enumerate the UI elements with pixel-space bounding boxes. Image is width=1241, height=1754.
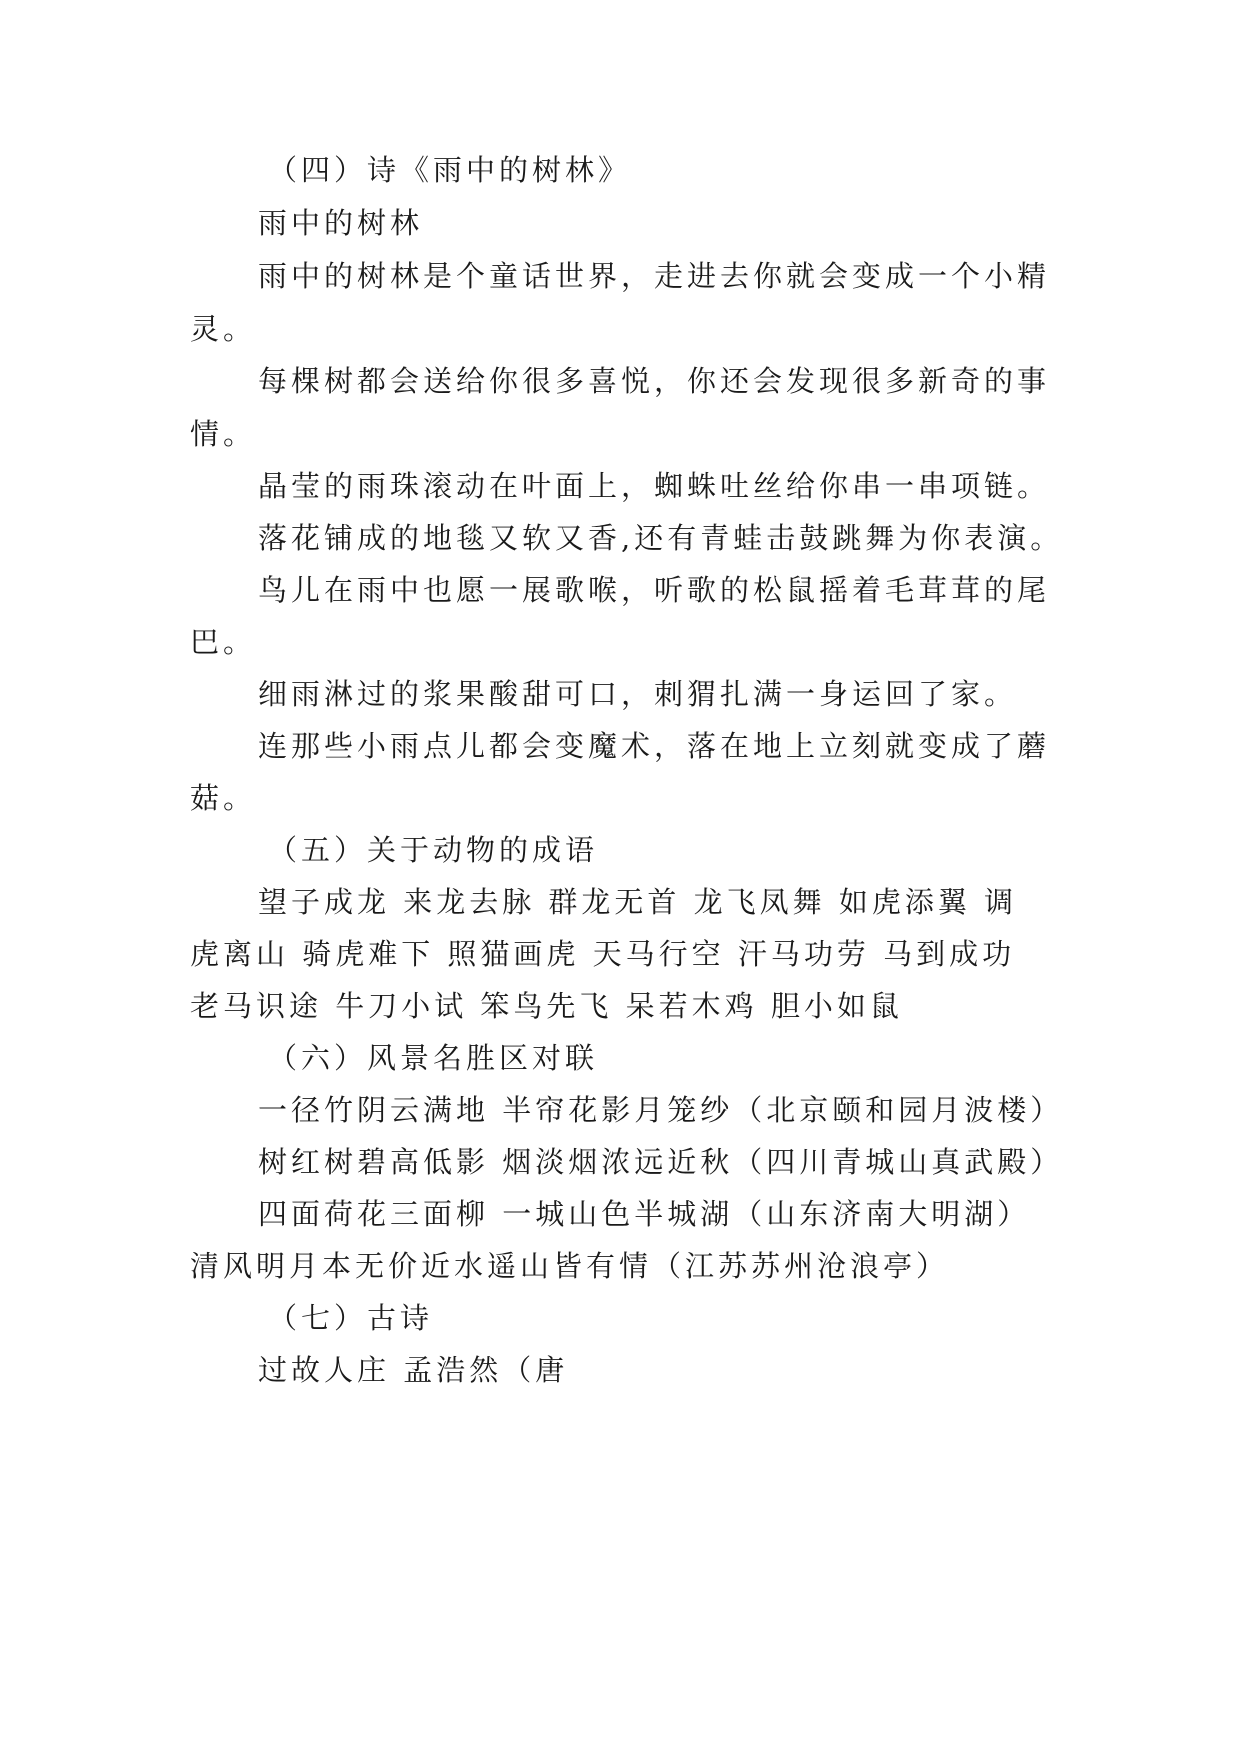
section-heading-5: （五）关于动物的成语: [268, 833, 599, 867]
couplet-line: 树红树碧高低影 烟淡烟浓远近秋（四川青城山真武殿）: [258, 1145, 1064, 1179]
poem-line: 雨中的树林是个童话世界，走进去你就会变成一个小精: [258, 259, 1051, 293]
poem-line: 晶莹的雨珠滚动在叶面上，蜘蛛吐丝给你串一串项链。: [258, 469, 1051, 503]
poem-line: 菇。: [190, 781, 257, 815]
poem-line: 鸟儿在雨中也愿一展歌喉，听歌的松鼠摇着毛茸茸的尾: [258, 573, 1051, 607]
poem-line: 落花铺成的地毯又软又香,还有青蛙击鼓跳舞为你表演。: [258, 521, 1064, 555]
poem-line: 情。: [190, 417, 257, 451]
section-heading-7: （七）古诗: [268, 1301, 434, 1335]
poem-line: 每棵树都会送给你很多喜悦，你还会发现很多新奇的事: [258, 364, 1051, 398]
idiom-line: 虎离山 骑虎难下 照猫画虎 天马行空 汗马功劳 马到成功: [190, 937, 1016, 971]
section-heading-6: （六）风景名胜区对联: [268, 1041, 599, 1075]
poem-line: 细雨淋过的浆果酸甜可口，刺猬扎满一身运回了家。: [258, 677, 1018, 711]
poem-title-line: 过故人庄 孟浩然（唐: [258, 1353, 569, 1387]
section-heading-4: （四）诗《雨中的树林》: [268, 153, 632, 187]
poem-line: 灵。: [190, 312, 257, 346]
poem-line: 巴。: [190, 625, 257, 659]
poem-title: 雨中的树林: [258, 206, 424, 240]
couplet-line: 一径竹阴云满地 半帘花影月笼纱（北京颐和园月波楼）: [258, 1093, 1064, 1127]
couplet-line: 四面荷花三面柳 一城山色半城湖（山东济南大明湖）: [258, 1197, 1031, 1231]
poem-line: 连那些小雨点儿都会变魔术，落在地上立刻就变成了蘑: [258, 729, 1051, 763]
couplet-line: 清风明月本无价近水遥山皆有情（江苏苏州沧浪亭）: [190, 1249, 950, 1283]
idiom-line: 老马识途 牛刀小试 笨鸟先飞 呆若木鸡 胆小如鼠: [190, 989, 903, 1023]
idiom-line: 望子成龙 来龙去脉 群龙无首 龙飞凤舞 如虎添翼 调: [258, 885, 1018, 919]
